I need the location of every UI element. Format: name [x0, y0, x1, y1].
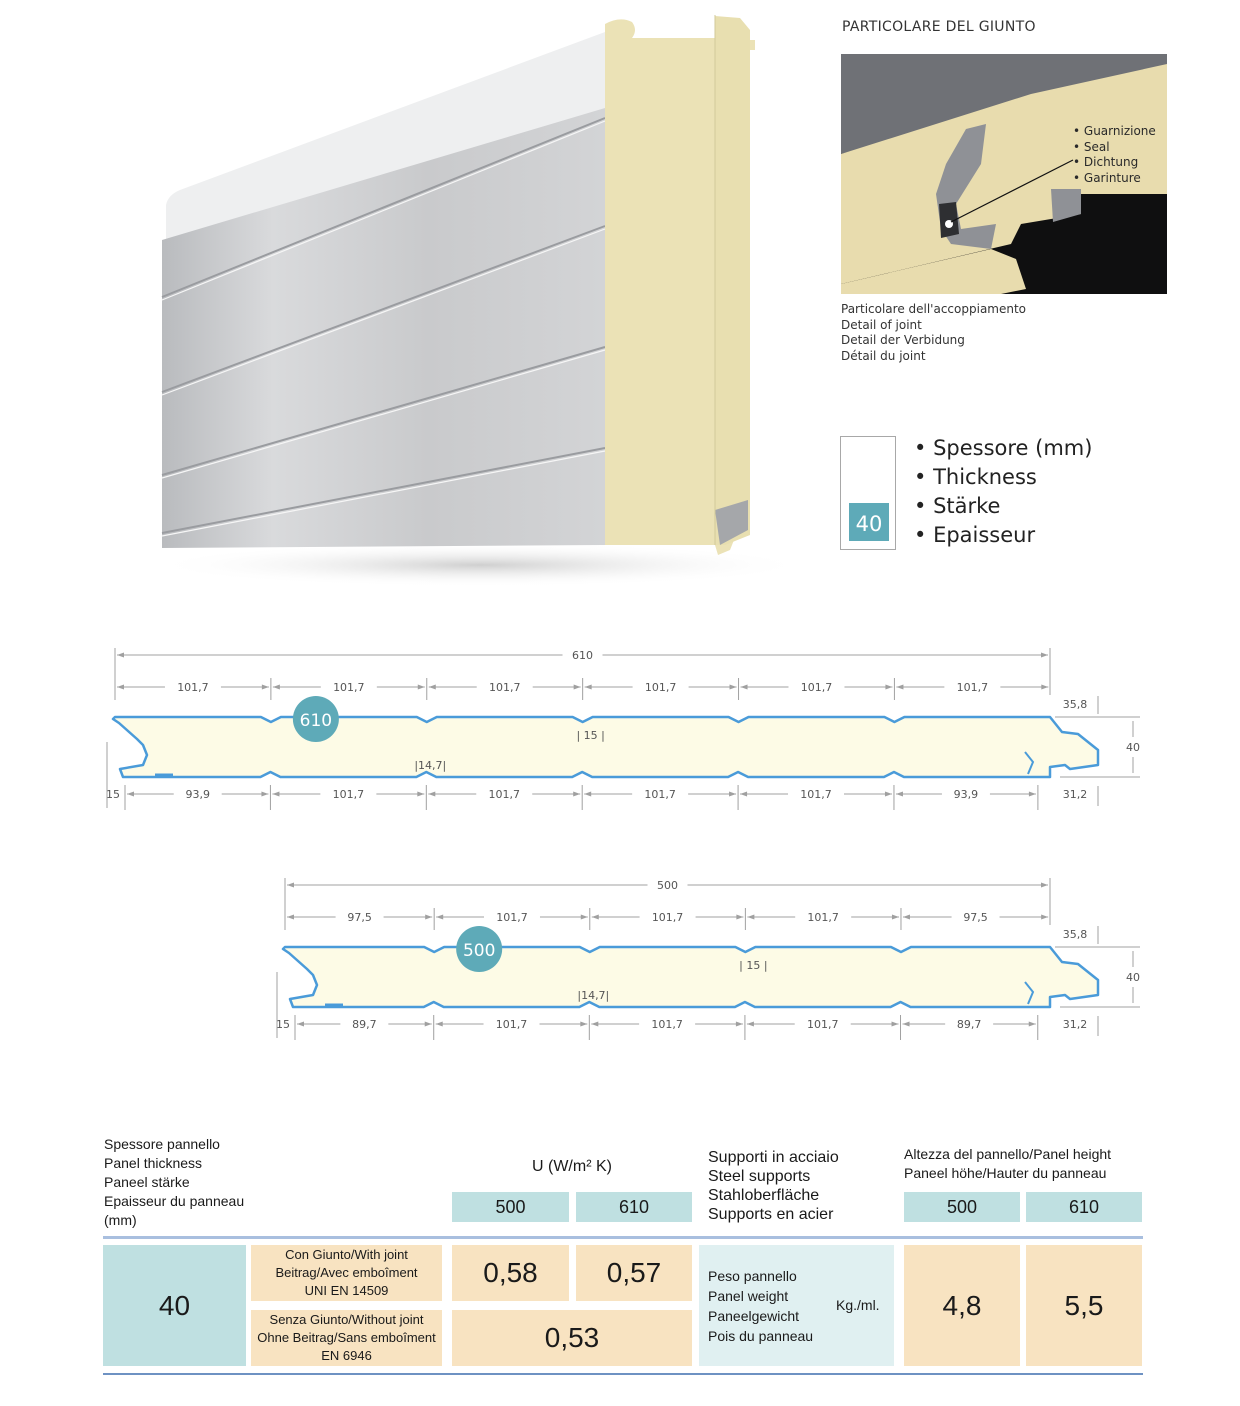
- top-segment-label: 101,7: [956, 681, 989, 694]
- profile-outline: [113, 717, 1098, 777]
- top-segment-label: 97,5: [347, 911, 372, 924]
- panel-height-header: Altezza del pannello/Panel height Paneel höhe/Hauter du panneau: [904, 1146, 1112, 1181]
- bottom-segment-label: 101,7: [806, 1018, 839, 1031]
- profile-500-drawing: [260, 870, 1140, 1040]
- panel-illustration: [150, 10, 800, 600]
- top-segment-label: 101,7: [800, 681, 833, 694]
- bottom-offset-label: 15: [106, 788, 120, 801]
- bottom-segment-label: 101,7: [644, 788, 676, 801]
- height-label: 40: [1126, 741, 1140, 754]
- profile-610-drawing: [100, 640, 1140, 810]
- joint-caption: Particolare dell'accoppiamento Detail of joint Detail der Verbidung Détail du joint: [841, 302, 1027, 363]
- thickness-legend-box: [840, 436, 896, 550]
- top-segment-label: 101,7: [496, 911, 528, 924]
- top-segment-label: 101,7: [644, 681, 677, 694]
- groove-bottom-label: |14,7|: [414, 759, 447, 772]
- u-without-joint: 0,53: [452, 1310, 692, 1366]
- table-bottom-rule: [103, 1373, 1143, 1375]
- tongue-top-label: 35,8: [1062, 928, 1088, 941]
- bottom-segment-label: 101,7: [800, 788, 832, 801]
- groove-top-label: | 15 |: [576, 729, 605, 742]
- with-joint-label-cell: Con Giunto/With joint Beitrag/Avec emboîment UNI EN 14509: [251, 1245, 442, 1301]
- height-label: 40: [1126, 971, 1140, 984]
- total-width-label: 610: [572, 649, 593, 662]
- seal-label-list: [1073, 124, 1156, 186]
- top-segment-label: 101,7: [333, 681, 365, 694]
- weight-500: 4,8: [904, 1245, 1020, 1366]
- steel-supports-header: Supporti in acciaio Steel supports Stahloberfläche Supports en acier: [708, 1149, 839, 1223]
- height-col-610: 610: [1026, 1192, 1142, 1222]
- bottom-segment-label: 101,7: [651, 1018, 683, 1031]
- top-segment-label: 101,7: [488, 681, 521, 694]
- bottom-segment-label: 89,7: [956, 1018, 982, 1031]
- u-value-header: U (W/m² K): [532, 1158, 612, 1175]
- top-segment-label: 101,7: [651, 911, 684, 924]
- u-col-610: 610: [576, 1192, 692, 1222]
- seal-label: • Garinture: [1073, 171, 1156, 187]
- top-segment-label: 97,5: [963, 911, 988, 924]
- height-col-500: 500: [904, 1192, 1020, 1222]
- bottom-segment-label: 93,9: [953, 788, 979, 801]
- tongue-bottom-label: 31,2: [1062, 1018, 1088, 1031]
- profile-outline: [283, 947, 1098, 1007]
- thickness-value-cell: 40: [103, 1245, 246, 1366]
- bottom-segment-label: 101,7: [495, 1018, 528, 1031]
- u-with-joint-610: 0,57: [576, 1245, 692, 1301]
- groove-bottom-label: |14,7|: [577, 989, 610, 1002]
- thickness-column-header: Spessore pannello Panel thickness Paneel stärke Epaisseur du panneau (mm): [104, 1136, 245, 1228]
- joint-detail-title: PARTICOLARE DEL GIUNTO: [842, 19, 1036, 35]
- tongue-top-label: 35,8: [1062, 698, 1088, 711]
- thickness-badge: 40: [849, 503, 889, 541]
- table-top-rule: [103, 1236, 1143, 1239]
- profile-badge-label: 610: [299, 711, 333, 731]
- profile-badge-label: 500: [462, 941, 496, 961]
- tongue-bottom-label: 31,2: [1062, 788, 1088, 801]
- top-segment-label: 101,7: [177, 681, 209, 694]
- seal-label: • Dichtung: [1073, 155, 1156, 171]
- bottom-segment-label: 101,7: [488, 788, 521, 801]
- bottom-offset-label: 15: [276, 1018, 290, 1031]
- weight-label-cell: Peso pannello Panel weight Paneelgewicht Pois du panneau Kg./ml.: [699, 1245, 894, 1366]
- u-with-joint-500: 0,58: [452, 1245, 569, 1301]
- total-width-label: 500: [657, 879, 678, 892]
- bottom-segment-label: 89,7: [352, 1018, 377, 1031]
- weight-610: 5,5: [1026, 1245, 1142, 1366]
- groove-top-label: | 15 |: [739, 959, 768, 972]
- weight-unit: Kg./ml.: [836, 1297, 880, 1313]
- seal-label: • Guarnizione: [1073, 124, 1156, 140]
- thickness-legend-labels: • Spessore (mm) • Thickness • Stärke • Epaisseur: [914, 434, 1092, 550]
- bottom-segment-label: 101,7: [332, 788, 365, 801]
- seal-label: • Seal: [1073, 140, 1156, 156]
- u-col-500: 500: [452, 1192, 569, 1222]
- top-segment-label: 101,7: [807, 911, 839, 924]
- bottom-segment-label: 93,9: [185, 788, 210, 801]
- panel-shadow: [150, 543, 800, 587]
- without-joint-label-cell: Senza Giunto/Without joint Ohne Beitrag/Sans emboîment EN 6946: [251, 1310, 442, 1366]
